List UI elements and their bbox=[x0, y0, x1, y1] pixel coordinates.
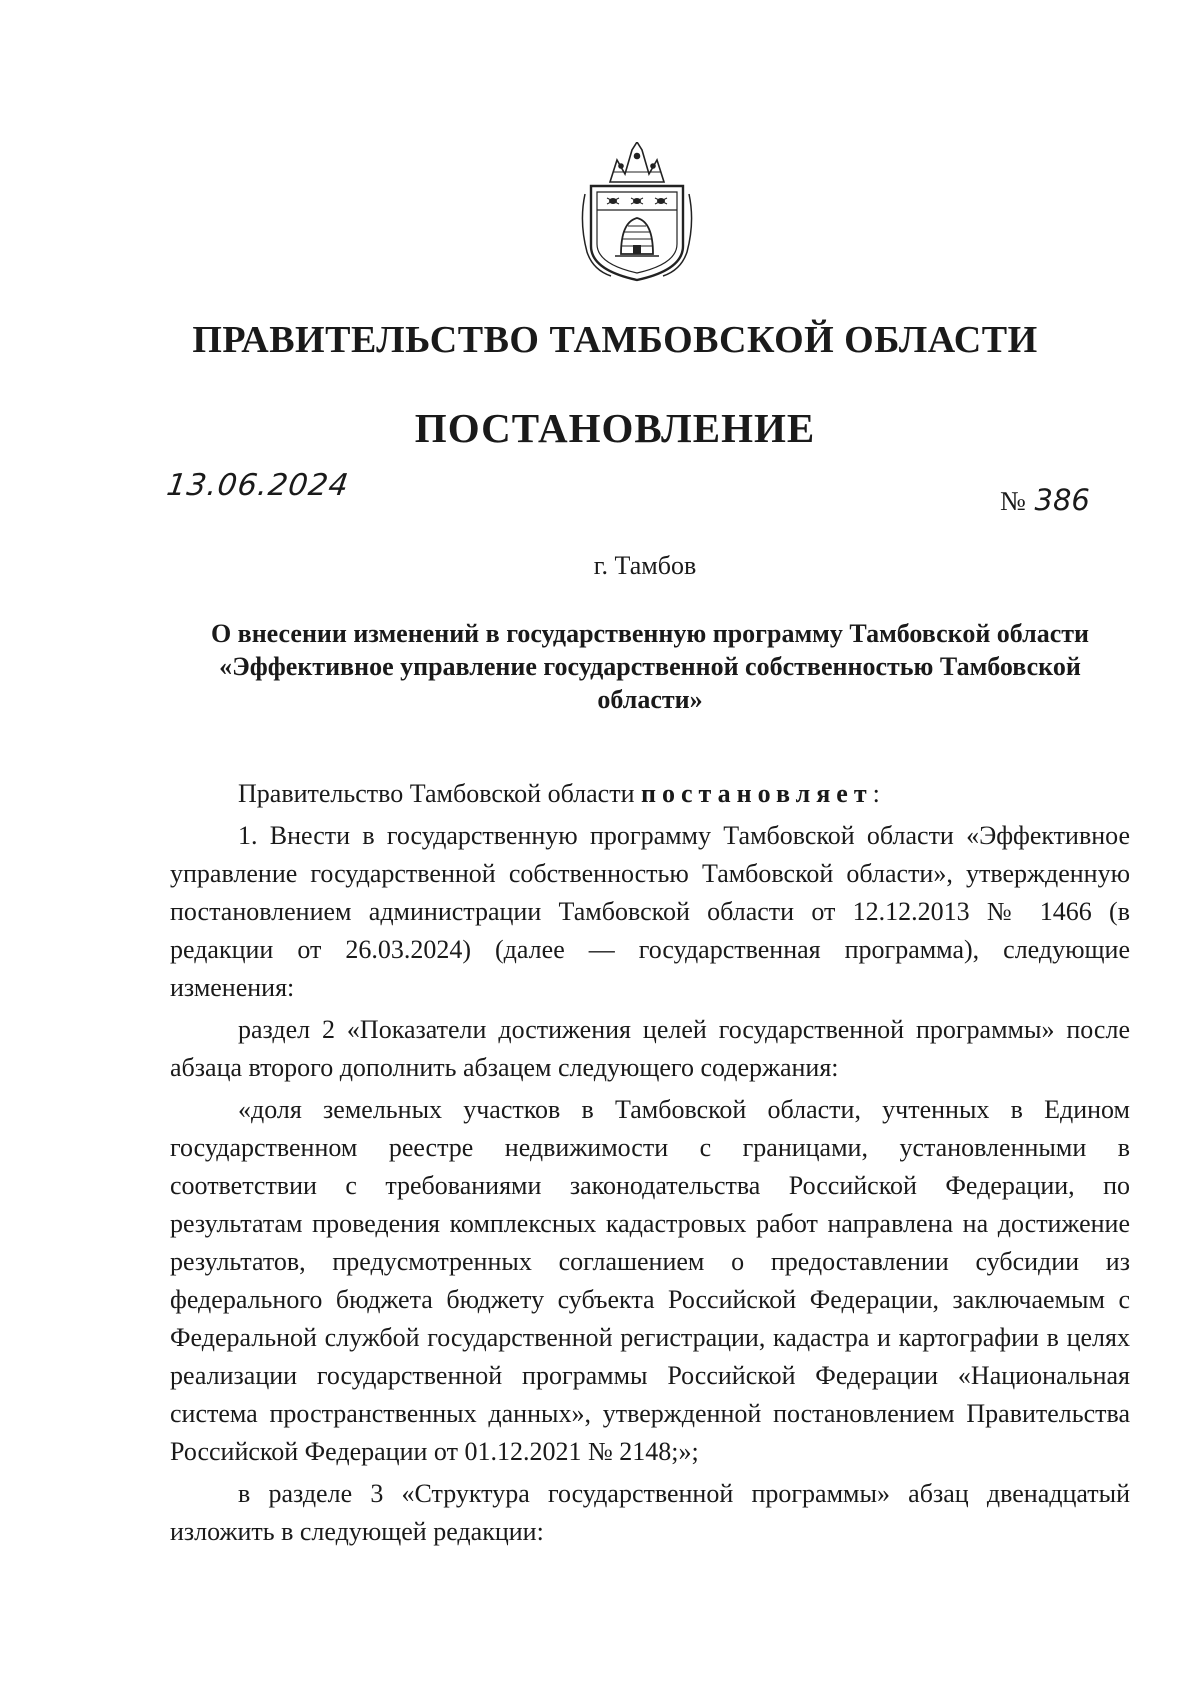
document-body bbox=[170, 775, 1130, 1551]
section-3-paragraph: в разделе 3 «Структура государственной программы» абзац двенадцатый изложить в следующей редакции: bbox=[170, 1479, 1130, 1546]
intro-verb: постановляет bbox=[641, 779, 873, 808]
document-city: г. Тамбов bbox=[593, 551, 697, 580]
quoted-paragraph: «доля земельных участков в Тамбовской области, учтенных в Едином государственном реестре недвижимости с границами, установленными в соответствии с требованиями законодательства Российской Федерации, по результатам проведения комплексных кадастровых работ направлена на достижение результатов, предусмотренных соглашением о предоставлении субсидии из федерального бюджета бюджету субъекта Российской Федерации, заключаемым с Федеральной службой государственной регистрации, кадастра и картографии в целях реализации государственной программы Российской Федерации «Национальная система пространственных данных», утвержденной постановлением Правительства Российской Федерации от 01.12.2021 № 2148;»; bbox=[170, 1095, 1130, 1466]
coat-of-arms-icon bbox=[577, 142, 697, 284]
document-subject: О внесении изменений в государственную программу Тамбовской области «Эффективное управление государственной собственностью Тамбовской области» bbox=[210, 619, 1090, 714]
section-2-paragraph: раздел 2 «Показатели достижения целей государственной программы» после абзаца второго дополнить абзацем следующего содержания: bbox=[170, 1015, 1130, 1082]
item-1-paragraph: 1. Внести в государственную программу Тамбовской области «Эффективное управление государственной собственностью Тамбовской области», утвержденную постановлением администрации Тамбовской области от 12.12.2013 № 1466 (в редакции от 26.03.2024) (далее — государственная программа), следующие изменения: bbox=[170, 821, 1130, 1002]
number-label: № bbox=[1000, 486, 1026, 516]
intro-paragraph bbox=[170, 775, 1130, 813]
document-number bbox=[1000, 483, 1090, 517]
document-type-heading: ПОСТАНОВЛЕНИЕ bbox=[414, 405, 816, 451]
intro-lead: Правительство Тамбовской области bbox=[238, 779, 641, 808]
document-date: 13.06.2024 bbox=[164, 468, 352, 503]
number-value: 386 bbox=[1034, 483, 1090, 517]
intro-colon: : bbox=[872, 779, 880, 808]
organization-title: ПРАВИТЕЛЬСТВО ТАМБОВСКОЙ ОБЛАСТИ bbox=[192, 319, 1038, 361]
